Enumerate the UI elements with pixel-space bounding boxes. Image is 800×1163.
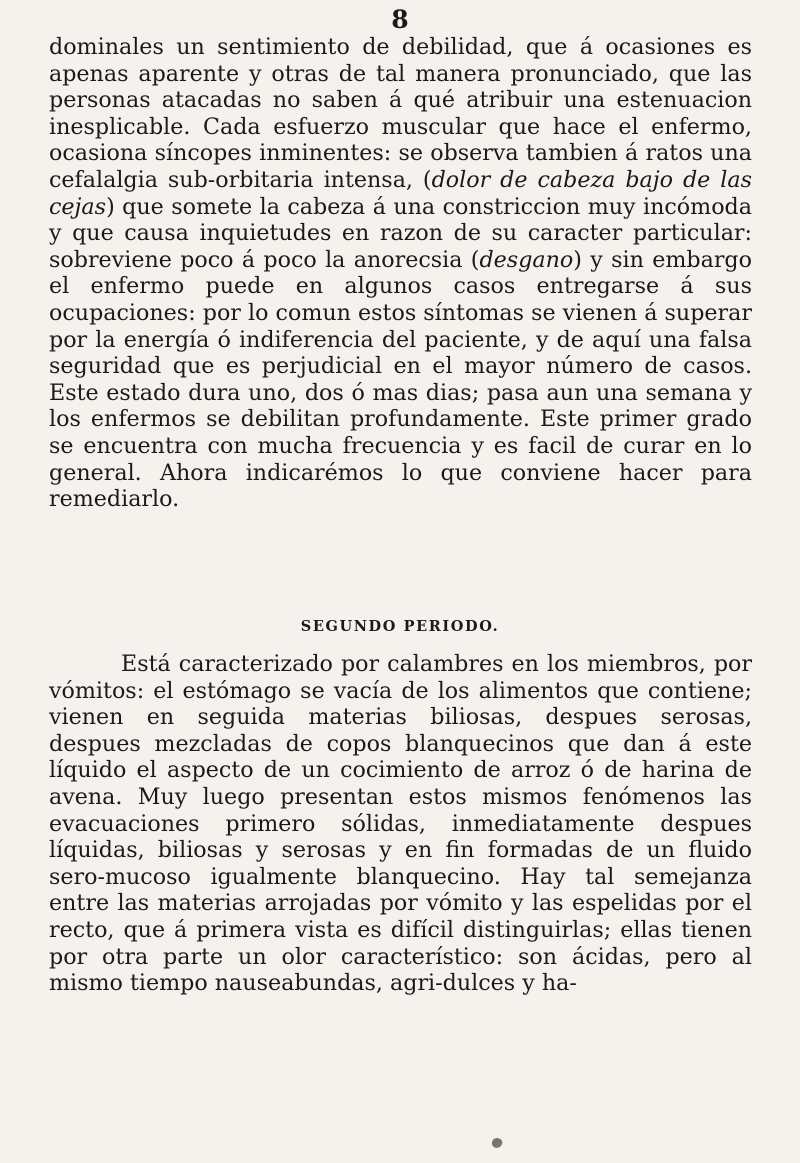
paragraph-2: Está caracterizado por calambres en los miembros, por vómitos: el estómago se vacía de los alimentos que contiene; vienen en seguida materias biliosas, despues serosas, despues mezcladas de copos blanquecinos que dan á este líquido el aspecto de un cocimiento de arroz ó de harina de avena. Muy luego presentan estos mismos fenómenos las evacuaciones primero sólidas, inmediatamente despues líquidas, biliosas y serosas y en fin formadas de un fluido sero-mucoso igualmente blanquecino. Hay tal semejanza entre las materias arrojadas por vómito y las espelidas por el recto, que á primera vista es difícil distinguirlas; ellas tienen por otra parte un olor característico: son ácidas, pero al mismo tiempo nauseabundas, agri-dulces y ha- (49, 651, 752, 997)
paragraph-1-text-c: ) y sin embargo el enfermo puede en algunos casos entregarse á sus ocupaciones: por lo comun estos síntomas se vienen á superar por la energía ó indiferencia del paciente, y de aquí una falsa seguridad que es perjudicial en el mayor número de casos. Este estado dura uno, dos ó mas dias; pasa aun una semana y los enfermos se debilitan profundamente. Este primer grado se encuentra con mucha frecuencia y es facil de curar en lo general. Ahora indicarémos lo que conviene hacer para remediarlo. (49, 246, 752, 513)
paragraph-continuation (49, 34, 752, 513)
section-body (49, 651, 752, 997)
paragraph-1-italic-gloss-a: dolor de cabeza bajo de las cejas (49, 166, 752, 220)
paragraph-1 (49, 34, 752, 513)
page-number: 8 (391, 5, 409, 34)
paragraph-1-italic-gloss-b: desgano (479, 246, 574, 273)
ink-spot-mark (490, 1136, 503, 1149)
paragraph-1-text-a: dominales un sentimiento de debilidad, que á ocasiones es apenas aparente y otras de tal manera pronunciado, que las personas atacadas no saben á qué atribuir una estenuacion inesplicable. Cada esfuerzo muscular que hace el enfermo, ocasiona síncopes inminentes: se observa tambien á ratos una cefalalgia sub-orbitaria intensa, ( (49, 34, 752, 193)
section-heading: SEGUNDO PERIODO. (300, 618, 500, 635)
paragraph-1-text-b: ) que somete la cabeza á una constriccion muy incómoda y que causa inquietudes en razon de su caracter particular: sobreviene poco á poco la anorecsia ( (49, 193, 752, 273)
